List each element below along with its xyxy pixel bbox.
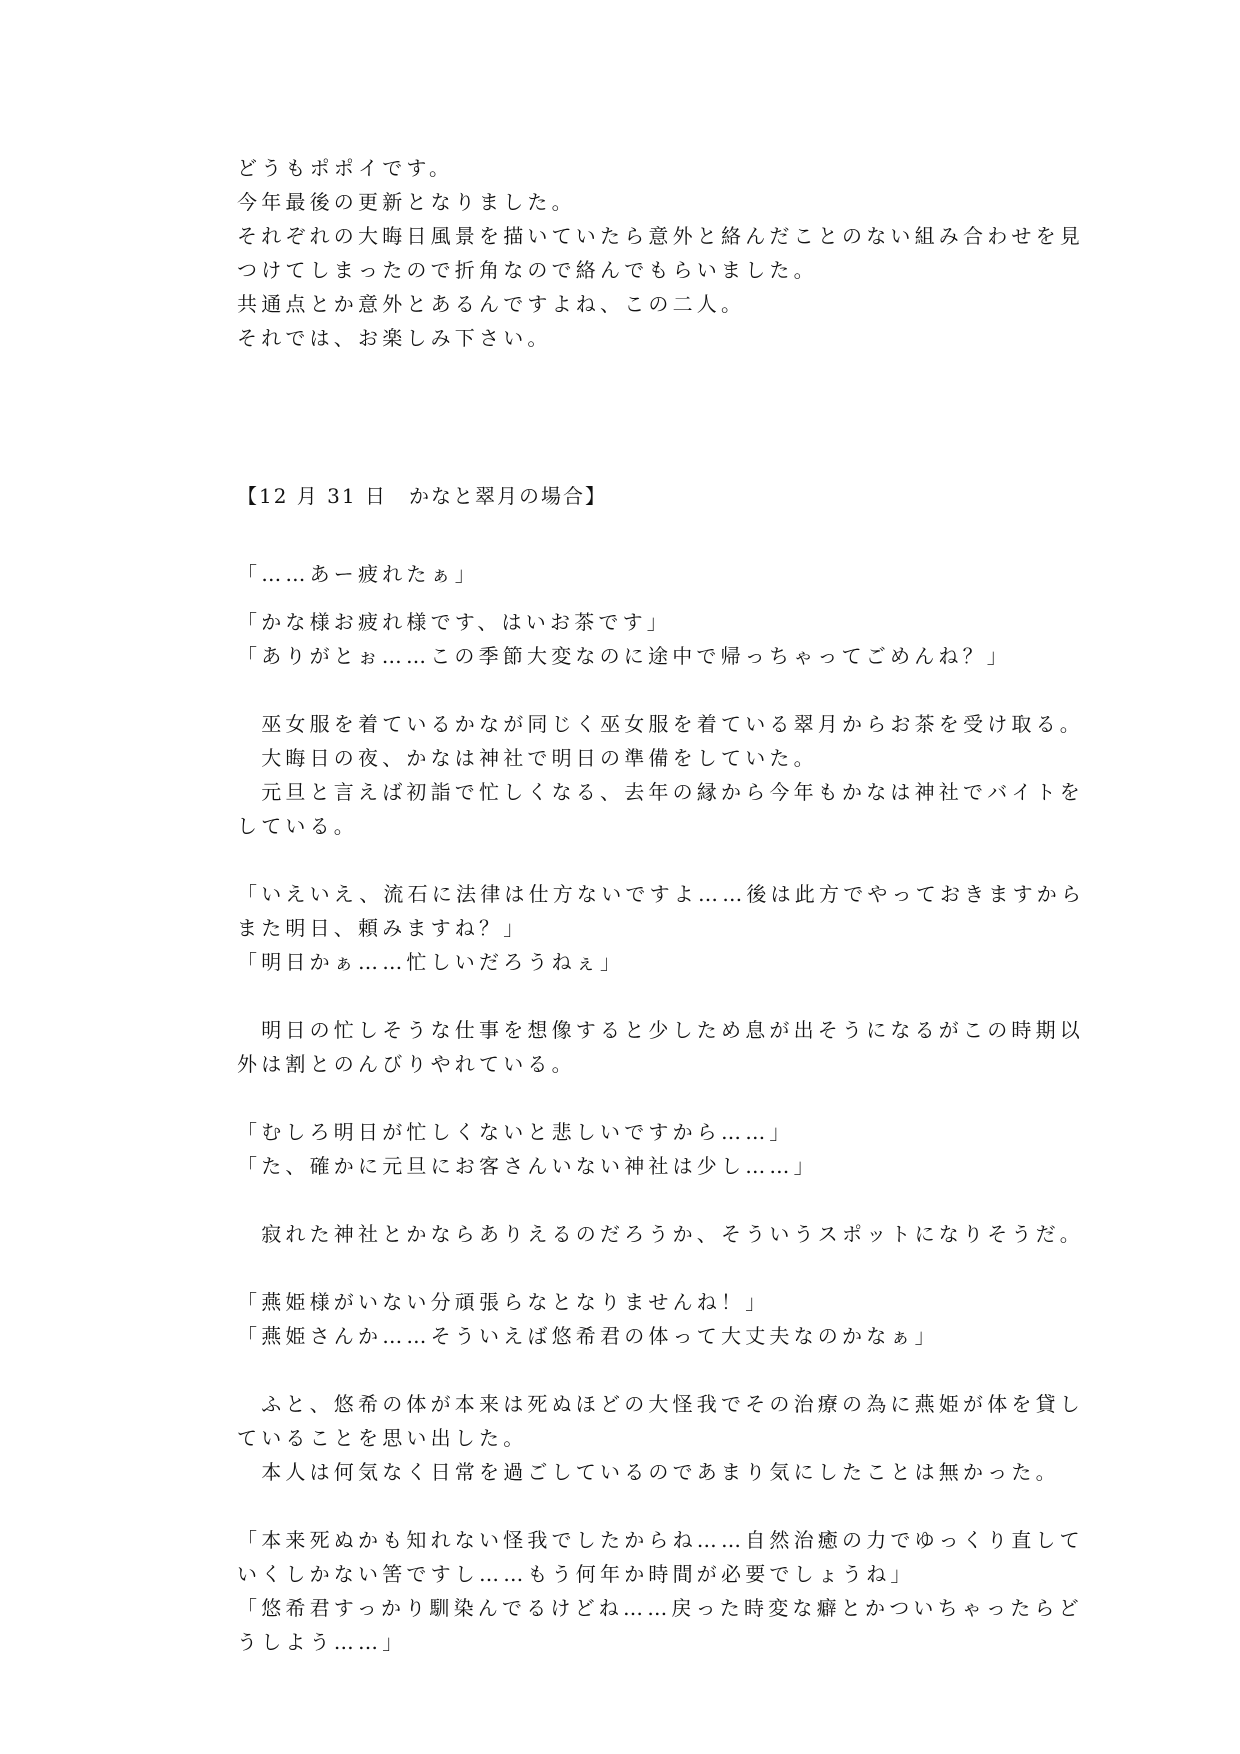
story-line: 「燕姫様がいない分頑張らなとなりませんね！」 [237, 1290, 770, 1314]
story-line: 大晦日の夜、かなは神社で明日の準備をしていた。 [237, 746, 818, 770]
intro-line: どうもポポイです。 [237, 156, 454, 180]
spacer [237, 1251, 1007, 1285]
story-line: 「明日かぁ……忙しいだろうねぇ」 [237, 950, 625, 974]
story-line: 「本来死ぬかも知れない怪我でしたからね……自然治癒の力でゆっくり直して [237, 1528, 1084, 1552]
intro-line: それぞれの大晦日風景を描いていたら意外と絡んだことのない組み合わせを見 [237, 224, 1084, 248]
story-line: 外は割とのんびりやれている。 [237, 1052, 576, 1076]
spacer [237, 1081, 1007, 1115]
story-line: 「……あー疲れたぁ」 [237, 562, 479, 586]
spacer [237, 673, 1007, 707]
story-line: 「かな様お疲れ様です、はいお茶です」 [237, 610, 671, 634]
story-line: 明日の忙しそうな仕事を想像すると少しため息が出そうになるがこの時期以 [237, 1018, 1084, 1042]
story-line: している。 [237, 814, 358, 838]
story-line: 「ありがとぉ……この季節大変なのに途中で帰っちゃってごめんね？」 [237, 644, 1011, 668]
spacer [237, 513, 1007, 557]
spacer [237, 1183, 1007, 1217]
spacer [237, 445, 1007, 479]
intro-line: それでは、お楽しみ下さい。 [237, 326, 552, 350]
story-line: 「燕姫さんか……そういえば悠希君の体って大丈夫なのかなぁ」 [237, 1324, 939, 1348]
story-line: 「むしろ明日が忙しくないと悲しいですから……」 [237, 1120, 794, 1144]
intro-line: 共通点とか意外とあるんですよね、この二人。 [237, 292, 746, 316]
spacer [237, 355, 1007, 445]
story-line: うしよう……」 [237, 1630, 407, 1654]
story-line: いくしかない筈ですし……もう何年か時間が必要でしょうね」 [237, 1562, 915, 1586]
story-line: 元旦と言えば初詣で忙しくなる、去年の縁から今年もかなは神社でバイトを [237, 780, 1084, 804]
story-line: 「いえいえ、流石に法律は仕方ないですよ……後は此方でやっておきますから [237, 882, 1086, 906]
story-line: ていることを思い出した。 [237, 1426, 528, 1450]
spacer [237, 979, 1007, 1013]
story-line: ふと、悠希の体が本来は死ぬほどの大怪我でその治療の為に燕姫が体を貸し [237, 1392, 1084, 1416]
story-line: 「た、確かに元旦にお客さんいない神社は少し……」 [237, 1154, 818, 1178]
spacer [237, 843, 1007, 877]
spacer [237, 1489, 1007, 1523]
spacer [237, 591, 1007, 605]
story-line: 「悠希君すっかり馴染んでるけどね……戻った時変な癖とかついちゃったらど [237, 1596, 1083, 1620]
story-line: 寂れた神社とかならありえるのだろうか、そういうスポットになりそうだ。 [237, 1222, 1084, 1246]
intro-line: つけてしまったので折角なので絡んでもらいました。 [237, 258, 818, 282]
story-line: また明日、頼みますね？」 [237, 916, 528, 940]
spacer [237, 1353, 1007, 1387]
story-line: 本人は何気なく日常を過ごしているのであまり気にしたことは無かった。 [237, 1460, 1060, 1484]
section-heading: 【12 月 31 日 かなと翠月の場合】 [237, 484, 607, 508]
document-body [237, 151, 1086, 1659]
story-line: 巫女服を着ているかなが同じく巫女服を着ている翠月からお茶を受け取る。 [237, 712, 1084, 736]
intro-line: 今年最後の更新となりました。 [237, 190, 576, 214]
